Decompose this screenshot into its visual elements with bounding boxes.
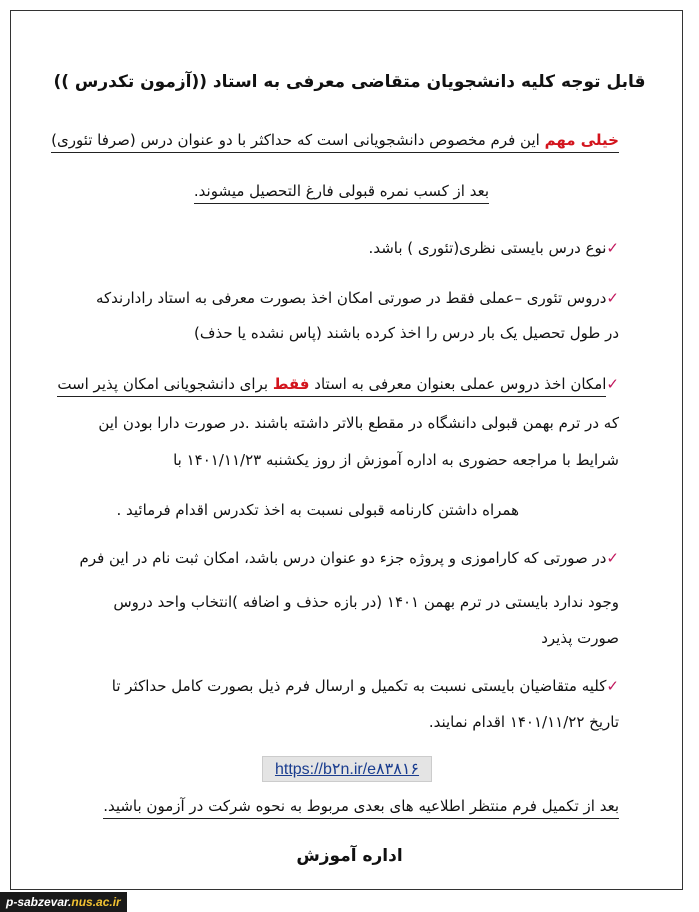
item-3-text-1 [57,375,606,397]
item-5-text-2: تاریخ ۱۴۰۱/۱۱/۲۲ اقدام نمایند. [428,713,619,731]
item-1 [369,238,619,258]
check-icon: ✓ [606,677,619,695]
item-3-text-1b: برای دانشجویانی امکان پذیر است [57,375,273,393]
site-watermark [0,892,127,912]
important-label: خیلی مهم [544,131,619,149]
item-4-line-1 [80,548,619,568]
item-4-text-2: وجود ندارد بایستی در ترم بهمن ۱۴۰۱ (در بازه حذف و اضافه )انتخاب واحد دروس [113,593,619,611]
item-3-text-4: همراه داشتن کارنامه قبولی نسبت به اخذ تکدرس اقدام فرمائید . [116,501,519,519]
item-2-line-1 [96,288,619,308]
item-2-line-2 [194,323,619,343]
intro-line-2 [194,181,489,201]
watermark-domain: nus.ac.ir [71,895,121,909]
check-icon: ✓ [606,239,619,257]
item-5-line-2 [429,712,619,732]
item-3-line-4 [116,500,519,520]
check-icon: ✓ [606,375,619,393]
item-4-text-1: در صورتی که کاراموزی و پروژه جزء دو عنوان درس باشد، امکان ثبت نام در این فرم [79,549,607,567]
intro-line-1 [51,130,619,150]
item-2-text-1: دروس تئوری –عملی فقط در صورتی امکان اخذ بصورت معرفی به استاد رادارندکه [96,289,607,307]
closing-line [103,796,619,816]
item-3-line-1 [57,374,619,394]
item-4-text-3: صورت پذیرد [541,629,619,647]
intro-line-2-text: بعد از کسب نمره قبولی فارغ التحصیل میشوند. [194,182,489,204]
check-icon: ✓ [606,549,619,567]
page-title: قابل توجه کلیه دانشجویان متقاضی معرفی به استاد ((آزمون تکدرس )) [53,72,646,92]
intro-line-1-rest: این فرم مخصوص دانشجویانی است که حداکثر با دو عنوان درس (صرفا تئوری) [51,131,545,149]
item-3-red: فقط [272,375,310,393]
item-3-line-3 [173,450,619,470]
item-3-text-3: شرایط با مراجعه حضوری به اداره آموزش از روز یکشنبه ۱۴۰۱/۱۱/۲۳ با [173,451,619,469]
item-2-text-2: در طول تحصیل یک بار درس را اخذ کرده باشند (پاس نشده یا حذف) [194,324,619,342]
item-4-line-2 [113,592,619,612]
item-3-line-2 [98,413,619,433]
item-5-text-1: کلیه متقاضیان بایستی نسبت به تکمیل و ارسال فرم ذیل بصورت کامل حداکثر تا [111,677,607,695]
item-1-text: نوع درس بایستی نظری(تئوری ) باشد. [368,239,607,257]
intro-line-1-text [51,131,619,153]
item-3-text-2: که در ترم بهمن قبولی دانشگاه در مقطع بالاتر داشته باشند .در صورت دارا بودن این [98,414,619,432]
watermark-prefix: p-sabzevar. [6,895,72,909]
footer-title: اداره آموزش [296,846,403,866]
check-icon: ✓ [606,289,619,307]
item-3-text-1a: امکان اخذ دروس عملی بعنوان معرفی به استاد [309,375,607,393]
item-4-line-3 [541,628,619,648]
item-5-line-1 [112,676,619,696]
closing-text: بعد از تکمیل فرم منتظر اطلاعیه های بعدی مربوط به نحوه شرکت در آزمون باشید. [103,797,619,819]
form-link[interactable]: https://b۲n.ir/e۸۳۸۱۶ [262,756,432,782]
